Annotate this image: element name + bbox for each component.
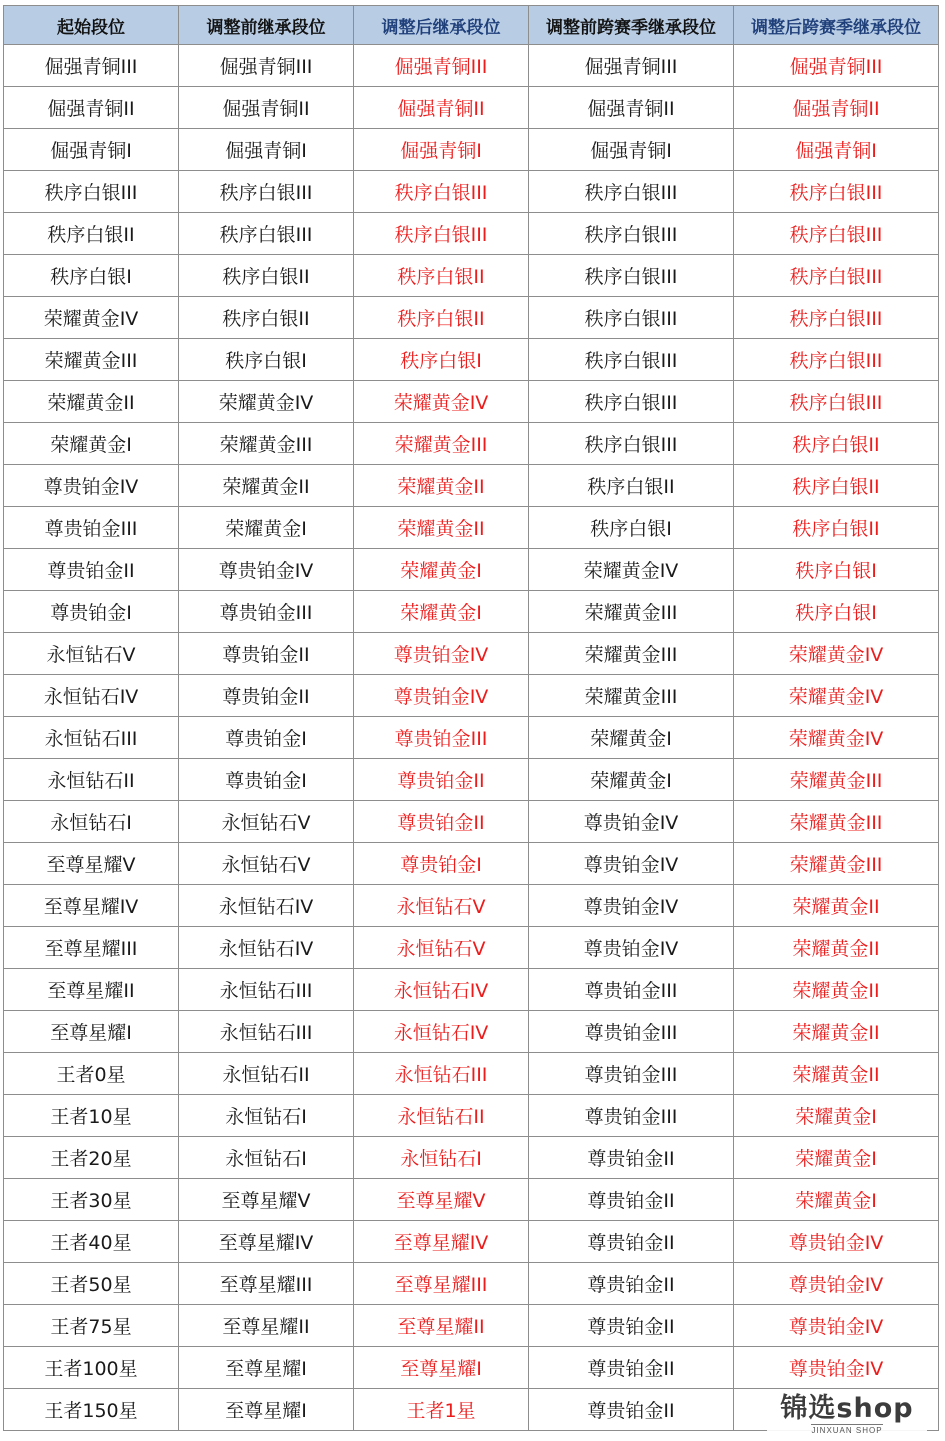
before-inherit-cell: 秩序白银III bbox=[179, 171, 354, 213]
table-row bbox=[4, 717, 939, 759]
watermark-subtitle: JINXUAN SHOP bbox=[811, 1426, 883, 1435]
start-rank-cell: 至尊星耀II bbox=[4, 969, 179, 1011]
before-inherit-cell: 倔强青铜III bbox=[179, 45, 354, 87]
before-inherit-cell: 至尊星耀II bbox=[179, 1305, 354, 1347]
table-row bbox=[4, 381, 939, 423]
after-inherit-cell: 至尊星耀III bbox=[354, 1263, 529, 1305]
table-row bbox=[4, 297, 939, 339]
after-inherit-cell: 尊贵铂金I bbox=[354, 843, 529, 885]
after-cross-season-cell: 荣耀黄金IV bbox=[734, 633, 939, 675]
start-rank-cell: 王者75星 bbox=[4, 1305, 179, 1347]
start-rank-cell: 尊贵铂金I bbox=[4, 591, 179, 633]
after-cross-season-cell: 秩序白银II bbox=[734, 507, 939, 549]
after-inherit-cell: 倔强青铜II bbox=[354, 87, 529, 129]
before-cross-season-cell: 尊贵铂金IV bbox=[529, 927, 734, 969]
start-rank-cell: 荣耀黄金II bbox=[4, 381, 179, 423]
before-cross-season-cell: 尊贵铂金IV bbox=[529, 885, 734, 927]
start-rank-cell: 荣耀黄金III bbox=[4, 339, 179, 381]
before-cross-season-cell: 倔强青铜I bbox=[529, 129, 734, 171]
start-rank-cell: 荣耀黄金IV bbox=[4, 297, 179, 339]
after-inherit-cell: 秩序白银III bbox=[354, 213, 529, 255]
after-cross-season-cell: 荣耀黄金I bbox=[734, 1095, 939, 1137]
before-inherit-cell: 永恒钻石V bbox=[179, 843, 354, 885]
after-cross-season-cell: 荣耀黄金III bbox=[734, 843, 939, 885]
table-row bbox=[4, 843, 939, 885]
before-inherit-cell: 倔强青铜II bbox=[179, 87, 354, 129]
after-inherit-cell: 倔强青铜III bbox=[354, 45, 529, 87]
after-cross-season-cell: 尊贵铂金IV bbox=[734, 1347, 939, 1389]
table-row bbox=[4, 885, 939, 927]
start-rank-cell: 秩序白银II bbox=[4, 213, 179, 255]
table-row bbox=[4, 129, 939, 171]
after-inherit-cell: 永恒钻石V bbox=[354, 927, 529, 969]
after-inherit-cell: 秩序白银III bbox=[354, 171, 529, 213]
after-cross-season-cell: 倔强青铜I bbox=[734, 129, 939, 171]
table-row bbox=[4, 969, 939, 1011]
table-row bbox=[4, 1179, 939, 1221]
after-inherit-cell: 荣耀黄金IV bbox=[354, 381, 529, 423]
after-inherit-cell: 尊贵铂金II bbox=[354, 759, 529, 801]
before-inherit-cell: 尊贵铂金II bbox=[179, 675, 354, 717]
table-row bbox=[4, 423, 939, 465]
table-row bbox=[4, 1095, 939, 1137]
before-cross-season-cell: 尊贵铂金III bbox=[529, 1053, 734, 1095]
before-cross-season-cell: 荣耀黄金III bbox=[529, 633, 734, 675]
before-inherit-cell: 至尊星耀I bbox=[179, 1347, 354, 1389]
after-cross-season-cell: 秩序白银III bbox=[734, 297, 939, 339]
start-rank-cell: 王者40星 bbox=[4, 1221, 179, 1263]
table-row bbox=[4, 213, 939, 255]
before-inherit-cell: 尊贵铂金IV bbox=[179, 549, 354, 591]
table-row bbox=[4, 1305, 939, 1347]
table-row bbox=[4, 1053, 939, 1095]
start-rank-cell: 倔强青铜II bbox=[4, 87, 179, 129]
start-rank-cell: 永恒钻石I bbox=[4, 801, 179, 843]
table-row bbox=[4, 927, 939, 969]
before-inherit-cell: 永恒钻石III bbox=[179, 1011, 354, 1053]
before-inherit-cell: 荣耀黄金IV bbox=[179, 381, 354, 423]
start-rank-cell: 王者10星 bbox=[4, 1095, 179, 1137]
before-cross-season-cell: 荣耀黄金I bbox=[529, 759, 734, 801]
start-rank-cell: 王者0星 bbox=[4, 1053, 179, 1095]
after-cross-season-cell: 秩序白银I bbox=[734, 549, 939, 591]
table-row bbox=[4, 549, 939, 591]
before-inherit-cell: 尊贵铂金I bbox=[179, 759, 354, 801]
after-cross-season-cell: 荣耀黄金IV bbox=[734, 675, 939, 717]
after-inherit-cell: 秩序白银II bbox=[354, 297, 529, 339]
before-cross-season-cell: 尊贵铂金II bbox=[529, 1137, 734, 1179]
before-cross-season-cell: 倔强青铜II bbox=[529, 87, 734, 129]
start-rank-cell: 尊贵铂金III bbox=[4, 507, 179, 549]
after-inherit-cell: 尊贵铂金IV bbox=[354, 633, 529, 675]
after-cross-season-cell: 秩序白银II bbox=[734, 423, 939, 465]
table-row bbox=[4, 171, 939, 213]
start-rank-cell: 秩序白银III bbox=[4, 171, 179, 213]
after-inherit-cell: 荣耀黄金I bbox=[354, 549, 529, 591]
start-rank-cell: 倔强青铜I bbox=[4, 129, 179, 171]
before-cross-season-cell: 倔强青铜III bbox=[529, 45, 734, 87]
start-rank-cell: 尊贵铂金II bbox=[4, 549, 179, 591]
after-inherit-cell: 永恒钻石I bbox=[354, 1137, 529, 1179]
before-cross-season-cell: 尊贵铂金III bbox=[529, 969, 734, 1011]
before-inherit-cell: 秩序白银II bbox=[179, 297, 354, 339]
start-rank-cell: 永恒钻石V bbox=[4, 633, 179, 675]
start-rank-cell: 永恒钻石II bbox=[4, 759, 179, 801]
after-inherit-cell: 永恒钻石II bbox=[354, 1095, 529, 1137]
before-cross-season-cell: 尊贵铂金IV bbox=[529, 801, 734, 843]
before-inherit-cell: 至尊星耀IV bbox=[179, 1221, 354, 1263]
after-inherit-cell: 秩序白银II bbox=[354, 255, 529, 297]
after-cross-season-cell: 秩序白银III bbox=[734, 213, 939, 255]
header-before-inherit: 调整前继承段位 bbox=[179, 6, 354, 45]
before-inherit-cell: 尊贵铂金III bbox=[179, 591, 354, 633]
before-cross-season-cell: 秩序白银III bbox=[529, 171, 734, 213]
start-rank-cell: 倔强青铜III bbox=[4, 45, 179, 87]
start-rank-cell: 至尊星耀I bbox=[4, 1011, 179, 1053]
after-inherit-cell: 至尊星耀II bbox=[354, 1305, 529, 1347]
after-inherit-cell: 倔强青铜I bbox=[354, 129, 529, 171]
after-cross-season-cell: 荣耀黄金II bbox=[734, 927, 939, 969]
after-cross-season-cell: 荣耀黄金I bbox=[734, 1179, 939, 1221]
before-cross-season-cell: 尊贵铂金II bbox=[529, 1179, 734, 1221]
table-row bbox=[4, 801, 939, 843]
start-rank-cell: 秩序白银I bbox=[4, 255, 179, 297]
start-rank-cell: 荣耀黄金I bbox=[4, 423, 179, 465]
table-row bbox=[4, 1347, 939, 1389]
start-rank-cell: 王者50星 bbox=[4, 1263, 179, 1305]
before-inherit-cell: 永恒钻石V bbox=[179, 801, 354, 843]
before-cross-season-cell: 尊贵铂金II bbox=[529, 1221, 734, 1263]
start-rank-cell: 王者30星 bbox=[4, 1179, 179, 1221]
before-cross-season-cell: 尊贵铂金IV bbox=[529, 843, 734, 885]
before-cross-season-cell: 秩序白银III bbox=[529, 339, 734, 381]
before-inherit-cell: 永恒钻石I bbox=[179, 1095, 354, 1137]
start-rank-cell: 至尊星耀V bbox=[4, 843, 179, 885]
after-cross-season-cell: 尊贵铂金IV bbox=[734, 1221, 939, 1263]
after-cross-season-cell: 荣耀黄金II bbox=[734, 885, 939, 927]
after-inherit-cell: 荣耀黄金II bbox=[354, 465, 529, 507]
header-after-cross-season: 调整后跨赛季继承段位 bbox=[734, 6, 939, 45]
before-cross-season-cell: 尊贵铂金III bbox=[529, 1011, 734, 1053]
after-cross-season-cell: 秩序白银I bbox=[734, 591, 939, 633]
after-inherit-cell: 永恒钻石III bbox=[354, 1053, 529, 1095]
table-row bbox=[4, 759, 939, 801]
after-cross-season-cell: 倔强青铜II bbox=[734, 87, 939, 129]
after-cross-season-cell: 荣耀黄金III bbox=[734, 759, 939, 801]
before-inherit-cell: 荣耀黄金II bbox=[179, 465, 354, 507]
after-inherit-cell: 尊贵铂金IV bbox=[354, 675, 529, 717]
jinxuan-shop-watermark bbox=[767, 1391, 927, 1439]
after-inherit-cell: 至尊星耀I bbox=[354, 1347, 529, 1389]
start-rank-cell: 王者100星 bbox=[4, 1347, 179, 1389]
before-inherit-cell: 永恒钻石I bbox=[179, 1137, 354, 1179]
watermark-logo-text: 锦选shop bbox=[780, 1393, 914, 1424]
before-cross-season-cell: 秩序白银I bbox=[529, 507, 734, 549]
after-cross-season-cell: 秩序白银III bbox=[734, 255, 939, 297]
after-inherit-cell: 至尊星耀IV bbox=[354, 1221, 529, 1263]
after-inherit-cell: 荣耀黄金I bbox=[354, 591, 529, 633]
before-cross-season-cell: 尊贵铂金II bbox=[529, 1263, 734, 1305]
table-body bbox=[4, 45, 939, 1431]
after-cross-season-cell: 荣耀黄金III bbox=[734, 801, 939, 843]
before-inherit-cell: 倔强青铜I bbox=[179, 129, 354, 171]
before-inherit-cell: 永恒钻石IV bbox=[179, 927, 354, 969]
header-before-cross-season: 调整前跨赛季继承段位 bbox=[529, 6, 734, 45]
start-rank-cell: 尊贵铂金IV bbox=[4, 465, 179, 507]
before-cross-season-cell: 荣耀黄金I bbox=[529, 717, 734, 759]
after-inherit-cell: 荣耀黄金II bbox=[354, 507, 529, 549]
after-cross-season-cell: 秩序白银II bbox=[734, 465, 939, 507]
start-rank-cell: 至尊星耀III bbox=[4, 927, 179, 969]
table-row bbox=[4, 45, 939, 87]
after-cross-season-cell: 荣耀黄金I bbox=[734, 1137, 939, 1179]
table-row bbox=[4, 255, 939, 297]
before-inherit-cell: 永恒钻石IV bbox=[179, 885, 354, 927]
before-inherit-cell: 荣耀黄金III bbox=[179, 423, 354, 465]
after-inherit-cell: 荣耀黄金III bbox=[354, 423, 529, 465]
before-cross-season-cell: 荣耀黄金IV bbox=[529, 549, 734, 591]
before-cross-season-cell: 秩序白银III bbox=[529, 255, 734, 297]
before-cross-season-cell: 尊贵铂金II bbox=[529, 1305, 734, 1347]
start-rank-cell: 王者150星 bbox=[4, 1389, 179, 1431]
table-row bbox=[4, 339, 939, 381]
before-cross-season-cell: 荣耀黄金III bbox=[529, 591, 734, 633]
after-cross-season-cell: 荣耀黄金II bbox=[734, 1053, 939, 1095]
table-header bbox=[4, 6, 939, 45]
header-row bbox=[4, 6, 939, 45]
before-inherit-cell: 至尊星耀III bbox=[179, 1263, 354, 1305]
start-rank-cell: 至尊星耀IV bbox=[4, 885, 179, 927]
after-inherit-cell: 尊贵铂金II bbox=[354, 801, 529, 843]
start-rank-cell: 永恒钻石III bbox=[4, 717, 179, 759]
before-inherit-cell: 秩序白银III bbox=[179, 213, 354, 255]
before-cross-season-cell: 秩序白银II bbox=[529, 465, 734, 507]
before-inherit-cell: 秩序白银I bbox=[179, 339, 354, 381]
after-cross-season-cell: 荣耀黄金IV bbox=[734, 717, 939, 759]
after-cross-season-cell: 秩序白银III bbox=[734, 339, 939, 381]
after-inherit-cell: 至尊星耀V bbox=[354, 1179, 529, 1221]
after-inherit-cell: 王者1星 bbox=[354, 1389, 529, 1431]
before-cross-season-cell: 荣耀黄金III bbox=[529, 675, 734, 717]
table-row bbox=[4, 507, 939, 549]
start-rank-cell: 王者20星 bbox=[4, 1137, 179, 1179]
table-row bbox=[4, 1263, 939, 1305]
before-inherit-cell: 荣耀黄金I bbox=[179, 507, 354, 549]
before-inherit-cell: 至尊星耀V bbox=[179, 1179, 354, 1221]
before-inherit-cell: 至尊星耀I bbox=[179, 1389, 354, 1431]
table-row bbox=[4, 591, 939, 633]
before-cross-season-cell: 尊贵铂金II bbox=[529, 1389, 734, 1431]
rank-inheritance-table bbox=[3, 5, 939, 1431]
after-inherit-cell: 永恒钻石V bbox=[354, 885, 529, 927]
after-cross-season-cell: 秩序白银III bbox=[734, 171, 939, 213]
table-row bbox=[4, 87, 939, 129]
table-row bbox=[4, 1011, 939, 1053]
before-cross-season-cell: 秩序白银III bbox=[529, 423, 734, 465]
header-start-rank: 起始段位 bbox=[4, 6, 179, 45]
after-cross-season-cell: 倔强青铜III bbox=[734, 45, 939, 87]
table-row bbox=[4, 465, 939, 507]
start-rank-cell: 永恒钻石IV bbox=[4, 675, 179, 717]
after-cross-season-cell: 荣耀黄金II bbox=[734, 1011, 939, 1053]
before-inherit-cell: 尊贵铂金II bbox=[179, 633, 354, 675]
before-cross-season-cell: 秩序白银III bbox=[529, 213, 734, 255]
before-cross-season-cell: 秩序白银III bbox=[529, 381, 734, 423]
before-inherit-cell: 永恒钻石II bbox=[179, 1053, 354, 1095]
table-row bbox=[4, 1221, 939, 1263]
before-inherit-cell: 永恒钻石III bbox=[179, 969, 354, 1011]
header-after-inherit: 调整后继承段位 bbox=[354, 6, 529, 45]
before-inherit-cell: 秩序白银II bbox=[179, 255, 354, 297]
after-cross-season-cell: 尊贵铂金IV bbox=[734, 1305, 939, 1347]
before-cross-season-cell: 尊贵铂金II bbox=[529, 1347, 734, 1389]
before-inherit-cell: 尊贵铂金I bbox=[179, 717, 354, 759]
after-cross-season-cell: 秩序白银III bbox=[734, 381, 939, 423]
after-inherit-cell: 永恒钻石IV bbox=[354, 969, 529, 1011]
after-inherit-cell: 尊贵铂金III bbox=[354, 717, 529, 759]
after-inherit-cell: 秩序白银I bbox=[354, 339, 529, 381]
table-row bbox=[4, 675, 939, 717]
table-row bbox=[4, 1137, 939, 1179]
before-cross-season-cell: 秩序白银III bbox=[529, 297, 734, 339]
before-cross-season-cell: 尊贵铂金III bbox=[529, 1095, 734, 1137]
after-cross-season-cell: 尊贵铂金IV bbox=[734, 1263, 939, 1305]
after-cross-season-cell: 荣耀黄金II bbox=[734, 969, 939, 1011]
table-row bbox=[4, 633, 939, 675]
after-inherit-cell: 永恒钻石IV bbox=[354, 1011, 529, 1053]
